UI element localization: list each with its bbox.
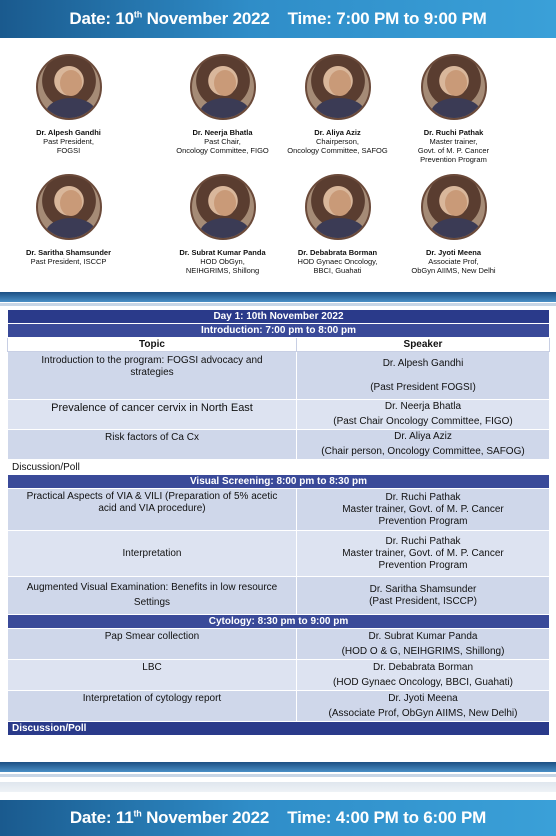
faculty-photo — [305, 54, 371, 120]
faculty-name: Dr. Neerja Bhatla — [192, 128, 253, 137]
faculty-card: Dr. Saritha Shamsunder Past President, ISCCP — [0, 174, 138, 266]
faculty-photo — [421, 54, 487, 120]
discussion-cell: Discussion/Poll — [8, 460, 297, 475]
day-heading: Day 1: 10th November 2022 — [8, 310, 550, 324]
section-heading-visual-screening: Visual Screening: 8:00 pm to 8:30 pm — [8, 475, 550, 489]
topic-cell: Interpretation of cytology report — [8, 691, 297, 722]
topic-cell: Interpretation — [8, 531, 297, 577]
spacer-band — [0, 782, 556, 792]
topic-cell: Augmented Visual Examination: Benefits in low resource Settings — [8, 577, 297, 615]
divider-shadow — [0, 774, 556, 777]
faculty-photo — [36, 174, 102, 240]
faculty-name: Dr. Debabrata Borman — [297, 248, 378, 257]
faculty-name: Dr. Subrat Kumar Panda — [179, 248, 266, 257]
speaker-cell: Dr. Aliya Aziz (Chair person, Oncology Committee, SAFOG) — [297, 430, 550, 460]
topic-cell: Introduction to the program: FOGSI advocacy and strategies — [8, 352, 297, 400]
column-header-topic: Topic — [8, 338, 297, 352]
faculty-card: Dr. Aliya Aziz Chairperson, Oncology Committee, SAFOG — [268, 54, 407, 155]
speaker-cell: Dr. Ruchi Pathak Master trainer, Govt. of M. P. Cancer Prevention Program — [297, 531, 550, 577]
table-row — [8, 577, 550, 615]
table-row — [8, 400, 550, 430]
faculty-name: Dr. Alpesh Gandhi — [36, 128, 101, 137]
table-row — [8, 691, 550, 722]
faculty-card: Dr. Ruchi Pathak Master trainer, Govt. of M. P. Cancer Prevention Program — [384, 54, 523, 164]
speaker-cell: Dr. Saritha Shamsunder (Past President, ISCCP) — [297, 577, 550, 615]
faculty-photo — [190, 54, 256, 120]
faculty-photo — [190, 174, 256, 240]
table-row — [8, 352, 550, 400]
faculty-card: Dr. Jyoti Meena Associate Prof, ObGyn AIIMS, New Delhi — [384, 174, 523, 275]
banner-time: Time: 7:00 PM to 9:00 PM — [287, 9, 487, 28]
faculty-name: Dr. Aliya Aziz — [314, 128, 361, 137]
speaker-cell: Dr. Jyoti Meena (Associate Prof, ObGyn AIIMS, New Delhi) — [297, 691, 550, 722]
topic-cell: Risk factors of Ca Cx — [8, 430, 297, 460]
column-header-speaker: Speaker — [297, 338, 550, 352]
table-row — [8, 629, 550, 660]
table-row — [8, 660, 550, 691]
table-row — [8, 531, 550, 577]
topic-cell: Practical Aspects of VIA & VILI (Preparation of 5% acetic acid and VIA procedure) — [8, 489, 297, 531]
speaker-cell: Dr. Subrat Kumar Panda (HOD O & G, NEIHGRIMS, Shillong) — [297, 629, 550, 660]
discussion-cell: Discussion/Poll — [8, 722, 550, 736]
faculty-photo — [36, 54, 102, 120]
banner-time: Time: 4:00 PM to 6:00 PM — [287, 808, 487, 827]
faculty-name: Dr. Ruchi Pathak — [423, 128, 484, 137]
faculty-card: Dr. Debabrata Borman HOD Gynaec Oncology, BBCI, Guahati — [268, 174, 407, 275]
faculty-name: Dr. Jyoti Meena — [425, 248, 482, 257]
faculty-photo — [305, 174, 371, 240]
speaker-cell: Dr. Ruchi Pathak Master trainer, Govt. of M. P. Cancer Prevention Program — [297, 489, 550, 531]
speaker-cell: Dr. Neerja Bhatla (Past Chair Oncology Committee, FIGO) — [297, 400, 550, 430]
table-row — [8, 430, 550, 460]
section-heading-introduction: Introduction: 7:00 pm to 8:00 pm — [8, 324, 550, 338]
faculty-card: Dr. Subrat Kumar Panda HOD ObGyn, NEIHGRIMS, Shillong — [153, 174, 292, 275]
faculty-grid — [0, 38, 556, 290]
faculty-name: Dr. Saritha Shamsunder — [25, 248, 112, 257]
faculty-card: Dr. Neerja Bhatla Past Chair, Oncology Committee, FIGO — [153, 54, 292, 155]
table-row — [8, 489, 550, 531]
speaker-cell: Dr. Alpesh Gandhi (Past President FOGSI) — [297, 352, 550, 400]
banner-date: Date: 10th November 2022 — [69, 9, 270, 28]
table-row — [8, 722, 550, 736]
schedule-table — [7, 309, 550, 736]
section-divider — [0, 292, 556, 302]
divider-shadow — [0, 303, 556, 306]
section-divider — [0, 762, 556, 772]
section-heading-cytology: Cytology: 8:30 pm to 9:00 pm — [8, 615, 550, 629]
table-row — [8, 460, 550, 475]
faculty-photo — [421, 174, 487, 240]
date-time-banner — [0, 0, 556, 38]
topic-cell: Pap Smear collection — [8, 629, 297, 660]
topic-cell: Prevalence of cancer cervix in North East — [8, 400, 297, 430]
topic-cell: LBC — [8, 660, 297, 691]
date-time-banner — [0, 800, 556, 836]
banner-date: Date: 11th November 2022 — [69, 808, 270, 827]
speaker-cell: Dr. Debabrata Borman (HOD Gynaec Oncology, BBCI, Guahati) — [297, 660, 550, 691]
faculty-card: Dr. Alpesh Gandhi Past President, FOGSI — [0, 54, 138, 155]
